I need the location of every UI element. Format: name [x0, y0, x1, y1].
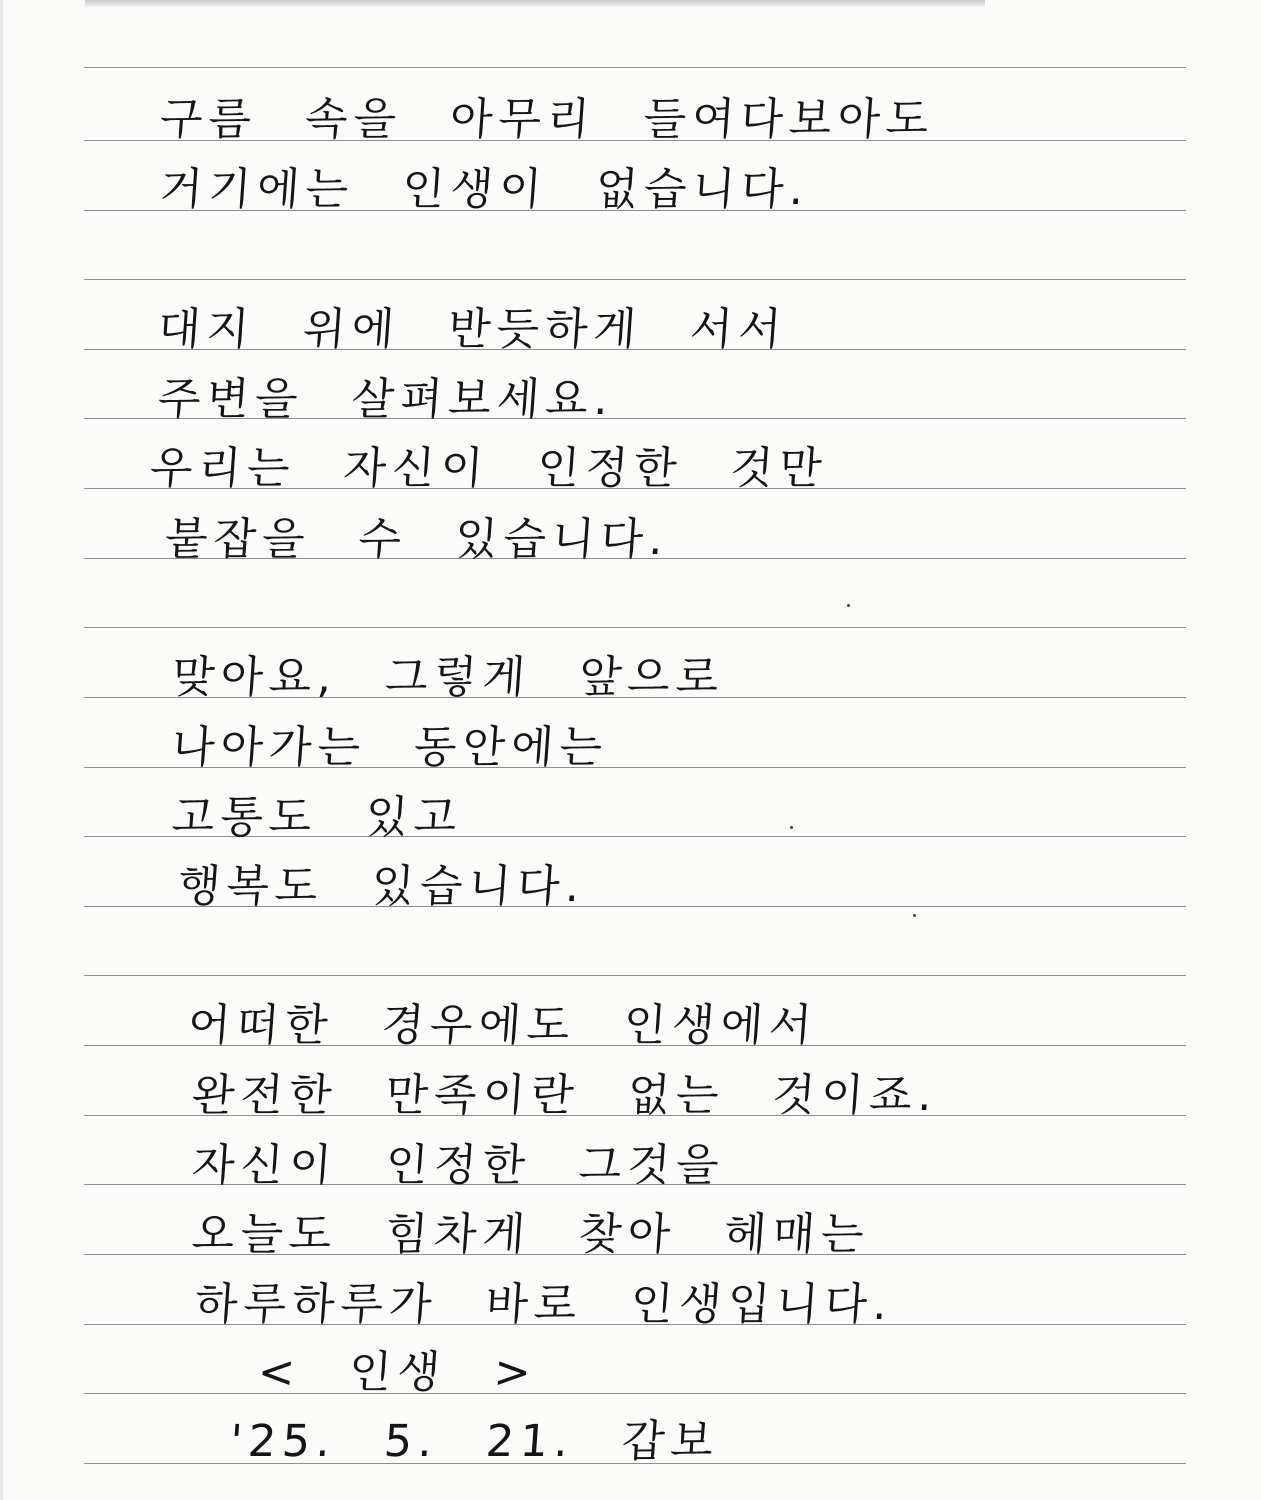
poem-line: 구름 속을 아무리 들여다보아도 — [158, 94, 937, 145]
paper-speck — [790, 826, 793, 829]
paper-speck — [913, 914, 916, 917]
poem-line: 주변을 살펴보세요. — [156, 374, 616, 425]
ruled-line — [84, 67, 1186, 68]
poem-line: 어떠한 경우에도 인생에서 — [186, 1000, 820, 1051]
poem-line: 오늘도 힘차게 찾아 헤매는 — [190, 1209, 872, 1260]
poem-line: 대지 위에 반듯하게 서서 — [156, 304, 789, 355]
paper-speck — [847, 604, 850, 607]
poem-line: 거기에는 인생이 없습니다. — [158, 164, 812, 215]
poem-line: 붙잡을 수 있습니다. — [163, 514, 671, 565]
poem-line: 우리는 자신이 인정한 것만 — [148, 443, 830, 494]
poem-line: 완전한 만족이란 없는 것이죠. — [190, 1070, 940, 1121]
ruled-line — [84, 627, 1186, 628]
ruled-line — [84, 279, 1186, 280]
poem-line: 행복도 있습니다. — [176, 861, 588, 912]
ruled-line — [84, 1393, 1186, 1394]
page-top-shadow — [85, 0, 985, 7]
poem-line: 하루하루가 바로 인생입니다. — [193, 1279, 895, 1330]
date-signature: '25. 5. 21. 갑보 — [228, 1416, 721, 1467]
page-left-edge — [0, 0, 3, 1500]
ruled-line — [84, 975, 1186, 976]
poem-line: 고통도 있고 — [170, 792, 465, 843]
poem-line: 자신이 인정한 그것을 — [190, 1140, 727, 1191]
poem-line: 맞아요, 그렇게 앞으로 — [170, 652, 727, 703]
poem-line: 나아가는 동안에는 — [170, 722, 610, 773]
poem-title: < 인생 > — [256, 1347, 539, 1398]
